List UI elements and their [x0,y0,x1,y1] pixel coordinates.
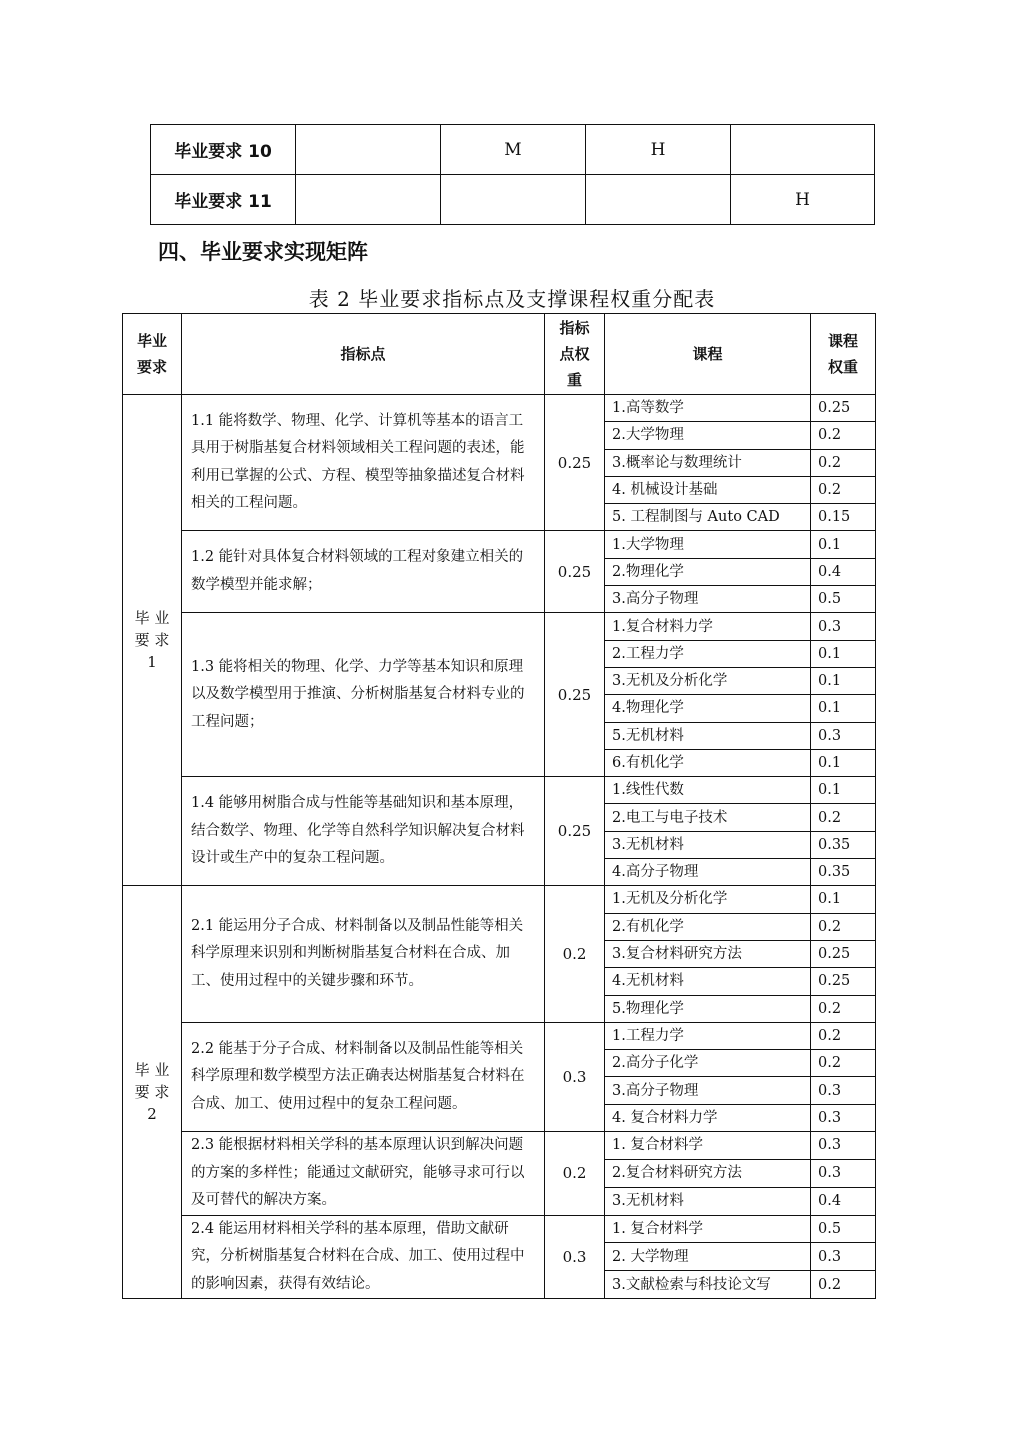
table-row [123,613,876,640]
course-name: 4.高分子物理 [605,859,811,886]
course-name: 4.物理化学 [605,695,811,722]
requirement-label: 毕业要求 11 [151,175,296,225]
course-weight: 0.5 [811,1215,876,1243]
course-name: 2. 大学物理 [605,1243,811,1271]
course-weight: 0.3 [811,613,876,640]
course-weight: 0.1 [811,667,876,694]
indicator-text: 2.1 能运用分子合成、材料制备以及制品性能等相关科学原理来识别和判断树脂基复合材料在合成、加工、使用过程中的关键步骤和环节。 [182,886,545,1022]
course-name: 4. 机械设计基础 [605,476,811,503]
support-level-cell: H [731,175,875,225]
indicator-weight: 0.25 [545,777,605,886]
course-name: 1.大学物理 [605,531,811,558]
course-name: 3.文献检索与科技论文写 [605,1271,811,1299]
course-name: 1. 复合材料学 [605,1215,811,1243]
course-weight: 0.1 [811,777,876,804]
course-weight: 0.2 [811,995,876,1022]
course-weight: 0.5 [811,586,876,613]
graduation-requirement: 毕 业 要 求 1 [123,395,182,886]
course-name: 4.无机材料 [605,968,811,995]
table-row [123,531,876,558]
course-name: 3.无机材料 [605,1187,811,1215]
table-caption: 表 2 毕业要求指标点及支撑课程权重分配表 [308,287,716,311]
course-weight: 0.2 [811,422,876,449]
course-weight: 0.1 [811,640,876,667]
course-weight: 0.2 [811,476,876,503]
course-weight: 0.35 [811,831,876,858]
indicator-text: 2.2 能基于分子合成、材料制备以及制品性能等相关科学原理和数学模型方法正确表达树脂基复合材料在合成、加工、使用过程中的复杂工程问题。 [182,1022,545,1131]
indicator-weight: 0.3 [545,1022,605,1131]
course-weight: 0.3 [811,1159,876,1187]
indicator-weight: 0.25 [545,395,605,531]
course-weight: 0.2 [811,1271,876,1299]
indicator-text: 2.4 能运用材料相关学科的基本原理，借助文献研究，分析树脂基复合材料在合成、加工、使用过程中的影响因素，获得有效结论。 [182,1215,545,1299]
header-course: 课程 [605,314,811,395]
support-level-cell [441,175,586,225]
course-weight: 0.25 [811,968,876,995]
course-weight: 0.4 [811,1187,876,1215]
indicator-text: 1.3 能将相关的物理、化学、力学等基本知识和原理以及数学模型用于推演、分析树脂基复合材料专业的工程问题； [182,613,545,777]
course-weight: 0.2 [811,449,876,476]
header-course-weight: 课程 权重 [811,314,876,395]
support-level-cell [296,125,441,175]
indicator-weight: 0.2 [545,1132,605,1216]
course-weight: 0.2 [811,1022,876,1049]
course-weight: 0.3 [811,1104,876,1131]
course-weight: 0.1 [811,886,876,913]
top-table-row [151,175,875,225]
support-level-cell [296,175,441,225]
course-name: 3.无机及分析化学 [605,667,811,694]
course-weight: 0.2 [811,913,876,940]
course-weight: 0.1 [811,695,876,722]
table-row [123,777,876,804]
top-table-row [151,125,875,175]
course-weight: 0.2 [811,1050,876,1077]
requirement-label: 毕业要求 10 [151,125,296,175]
indicator-weight-table [122,313,876,1299]
table-row [123,395,876,422]
course-name: 5.无机材料 [605,722,811,749]
course-name: 2.大学物理 [605,422,811,449]
course-name: 3.复合材料研究方法 [605,940,811,967]
course-weight: 0.1 [811,531,876,558]
indicator-weight: 0.2 [545,886,605,1022]
course-name: 4. 复合材料力学 [605,1104,811,1131]
course-name: 1.线性代数 [605,777,811,804]
course-weight: 0.35 [811,859,876,886]
course-name: 5.物理化学 [605,995,811,1022]
graduation-requirement: 毕 业 要 求 2 [123,886,182,1299]
indicator-text: 1.2 能针对具体复合材料领域的工程对象建立相关的数学模型并能求解； [182,531,545,613]
upper-requirements-table [150,124,875,225]
indicator-text: 1.1 能将数学、物理、化学、计算机等基本的语言工具用于树脂基复合材料领域相关工程问题的表述，能利用已掌握的公式、方程、模型等抽象描述复合材料相关的工程问题。 [182,395,545,531]
header-indicator: 指标点 [182,314,545,395]
indicator-text: 1.4 能够用树脂合成与性能等基础知识和基本原理，结合数学、物理、化学等自然科学知识解决复合材料设计或生产中的复杂工程问题。 [182,777,545,886]
support-level-cell [586,175,731,225]
course-name: 3.高分子物理 [605,586,811,613]
course-weight: 0.4 [811,558,876,585]
course-name: 2.工程力学 [605,640,811,667]
course-name: 1. 复合材料学 [605,1132,811,1160]
course-name: 1.高等数学 [605,395,811,422]
table-row [123,1215,876,1243]
course-name: 5. 工程制图与 Auto CAD [605,504,811,531]
course-name: 1.复合材料力学 [605,613,811,640]
course-name: 6.有机化学 [605,749,811,776]
indicator-weight: 0.25 [545,531,605,613]
course-weight: 0.3 [811,1077,876,1104]
course-weight: 0.25 [811,395,876,422]
course-name: 2.复合材料研究方法 [605,1159,811,1187]
indicator-weight: 0.3 [545,1215,605,1299]
support-level-cell [731,125,875,175]
table-row [123,886,876,913]
support-level-cell: M [441,125,586,175]
course-name: 1.无机及分析化学 [605,886,811,913]
course-name: 1.工程力学 [605,1022,811,1049]
course-name: 2.有机化学 [605,913,811,940]
section-heading: 四、毕业要求实现矩阵 [158,240,368,264]
course-name: 3.概率论与数理统计 [605,449,811,476]
indicator-text: 2.3 能根据材料相关学科的基本原理认识到解决问题的方案的多样性；能通过文献研究，能够寻求可行以及可替代的解决方案。 [182,1132,545,1216]
table-row [123,1022,876,1049]
course-weight: 0.25 [811,940,876,967]
course-weight: 0.1 [811,749,876,776]
course-weight: 0.3 [811,722,876,749]
header-requirement: 毕业 要求 [123,314,182,395]
table-row [123,1132,876,1160]
course-name: 2.电工与电子技术 [605,804,811,831]
course-weight: 0.2 [811,804,876,831]
indicator-weight: 0.25 [545,613,605,777]
course-name: 3.无机材料 [605,831,811,858]
course-weight: 0.3 [811,1243,876,1271]
course-name: 2.高分子化学 [605,1050,811,1077]
course-weight: 0.3 [811,1132,876,1160]
course-name: 3.高分子物理 [605,1077,811,1104]
table-header-row [123,314,876,395]
support-level-cell: H [586,125,731,175]
course-weight: 0.15 [811,504,876,531]
course-name: 2.物理化学 [605,558,811,585]
header-indicator-weight: 指标 点权 重 [545,314,605,395]
